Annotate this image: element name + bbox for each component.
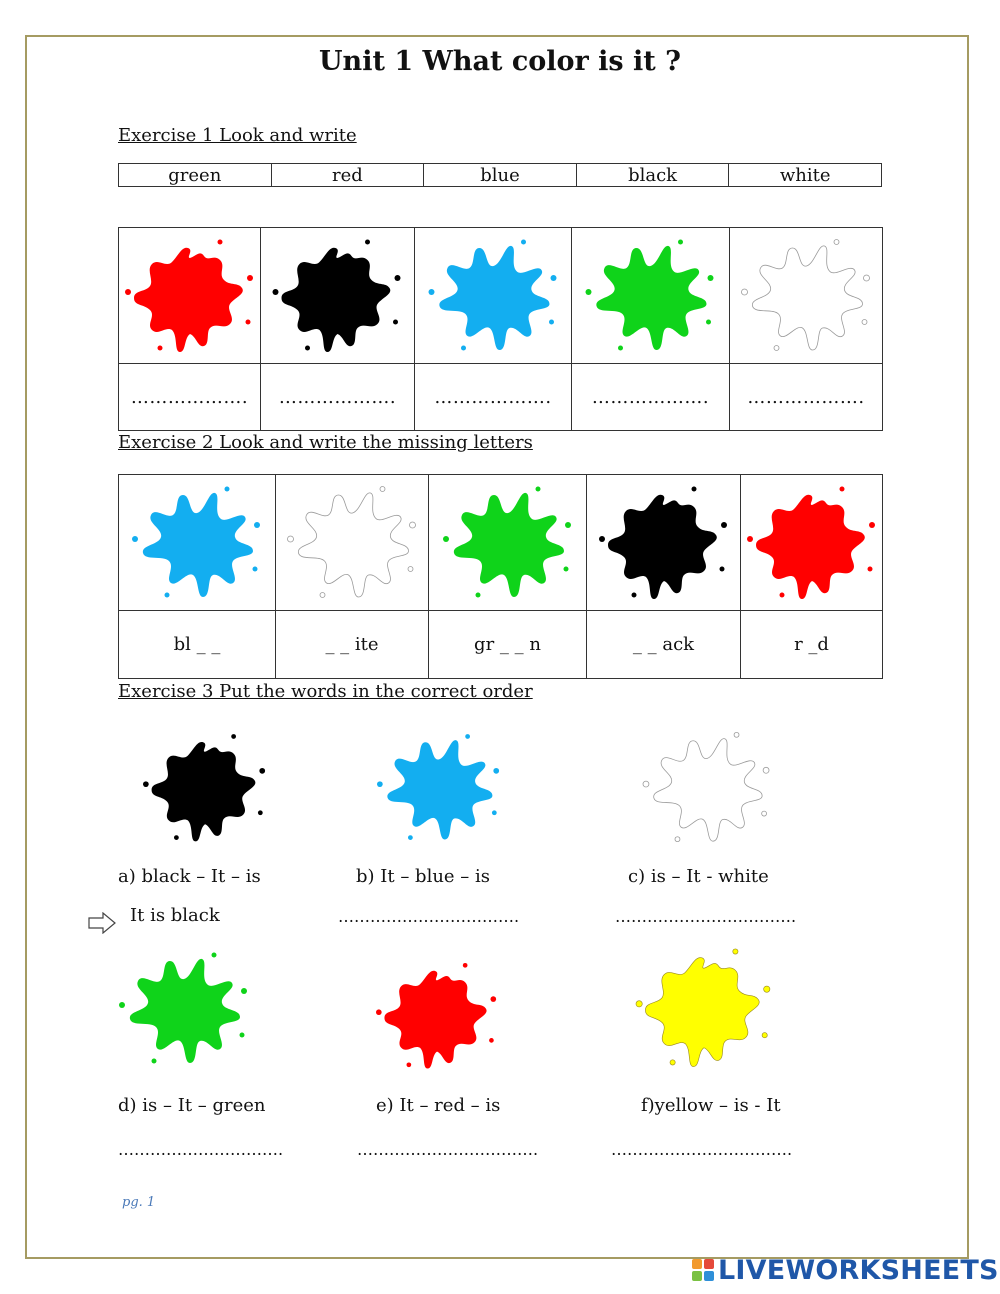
logo-letter-e [704, 1271, 714, 1281]
exercise1-image-cell [572, 228, 730, 364]
black-paint-splat [594, 478, 734, 608]
answer-blank[interactable]: ……………………………. [338, 907, 520, 926]
logo-letter-l [692, 1259, 702, 1269]
red-paint-splat [747, 478, 877, 608]
exercise3-caption: d) is – It – green [118, 1095, 266, 1116]
red-paint-splat [372, 955, 502, 1077]
exercise1-image-cell [415, 228, 572, 364]
exercise2-image-cell [119, 475, 276, 611]
exercise1-title: Exercise 1 Look and write [118, 125, 357, 146]
exercise1-answer-blank[interactable]: ………………. [119, 364, 261, 431]
brand-name: LIVEWORKSHEETS [718, 1254, 999, 1286]
blue-paint-splat [127, 478, 267, 608]
exercise1-table [118, 227, 883, 431]
exercise2-image-cell [741, 475, 883, 611]
page-title: Unit 1 What color is it ? [319, 46, 681, 77]
exercise1-answer-blank[interactable]: ………………. [415, 364, 572, 431]
exercise3-caption: c) is – It - white [628, 866, 769, 887]
missing-letters-input[interactable]: r _d [741, 611, 883, 679]
missing-letters-input[interactable]: _ _ ite [276, 611, 429, 679]
exercise1-image-cell [261, 228, 415, 364]
exercise2-table [118, 474, 883, 679]
missing-letters-input[interactable]: bl _ _ [119, 611, 276, 679]
exercise1-answer-blank[interactable]: ………………. [572, 364, 730, 431]
exercise3-caption: b) It – blue – is [356, 866, 491, 887]
blue-paint-splat [426, 231, 561, 361]
green-paint-splat [114, 944, 254, 1074]
logo-letter-v [692, 1271, 702, 1281]
white-paint-splat [285, 478, 420, 608]
black-paint-splat [140, 726, 270, 850]
exercise3-title: Exercise 3 Put the words in the correct order [118, 681, 533, 702]
logo-letter-i [704, 1259, 714, 1269]
green-paint-splat [438, 478, 578, 608]
black-paint-splat [270, 231, 405, 361]
answer-blank[interactable]: …………………………. [118, 1140, 284, 1159]
exercise3-caption: a) black – It – is [118, 866, 261, 887]
answer-blank[interactable]: ……………………………. [357, 1140, 539, 1159]
word-bank-item: red [271, 164, 424, 187]
white-paint-splat [640, 724, 774, 852]
white-paint-splat [739, 231, 874, 361]
exercise2-image-cell [276, 475, 429, 611]
green-paint-splat [583, 231, 718, 361]
exercise2-image-cell [587, 475, 741, 611]
word-bank-item: green [119, 164, 272, 187]
page-number: pg. 1 [122, 1195, 156, 1210]
exercise2-title: Exercise 2 Look and write the missing letters [118, 432, 533, 453]
liveworksheets-logo[interactable] [692, 1255, 999, 1285]
example-answer: It is black [130, 905, 220, 926]
answer-blank[interactable]: ……………………………. [615, 907, 797, 926]
word-bank-item: blue [424, 164, 577, 187]
exercise1-answer-blank[interactable]: ………………. [730, 364, 883, 431]
missing-letters-input[interactable]: _ _ ack [587, 611, 741, 679]
red-paint-splat [125, 231, 255, 361]
blue-paint-splat [374, 726, 504, 850]
exercise3-caption: e) It – red – is [376, 1095, 501, 1116]
exercise2-image-cell [429, 475, 587, 611]
yellow-paint-splat [634, 940, 774, 1076]
word-bank [118, 163, 882, 187]
exercise3-caption: f)yellow – is - It [641, 1095, 781, 1116]
exercise1-image-cell [730, 228, 883, 364]
word-bank-item: black [576, 164, 729, 187]
arrow-right-icon [88, 912, 116, 934]
word-bank-item: white [729, 164, 882, 187]
logo-grid-icon [692, 1259, 714, 1281]
exercise1-image-cell [119, 228, 261, 364]
exercise1-answer-blank[interactable]: ………………. [261, 364, 415, 431]
answer-blank[interactable]: ……………………………. [611, 1140, 793, 1159]
missing-letters-input[interactable]: gr _ _ n [429, 611, 587, 679]
